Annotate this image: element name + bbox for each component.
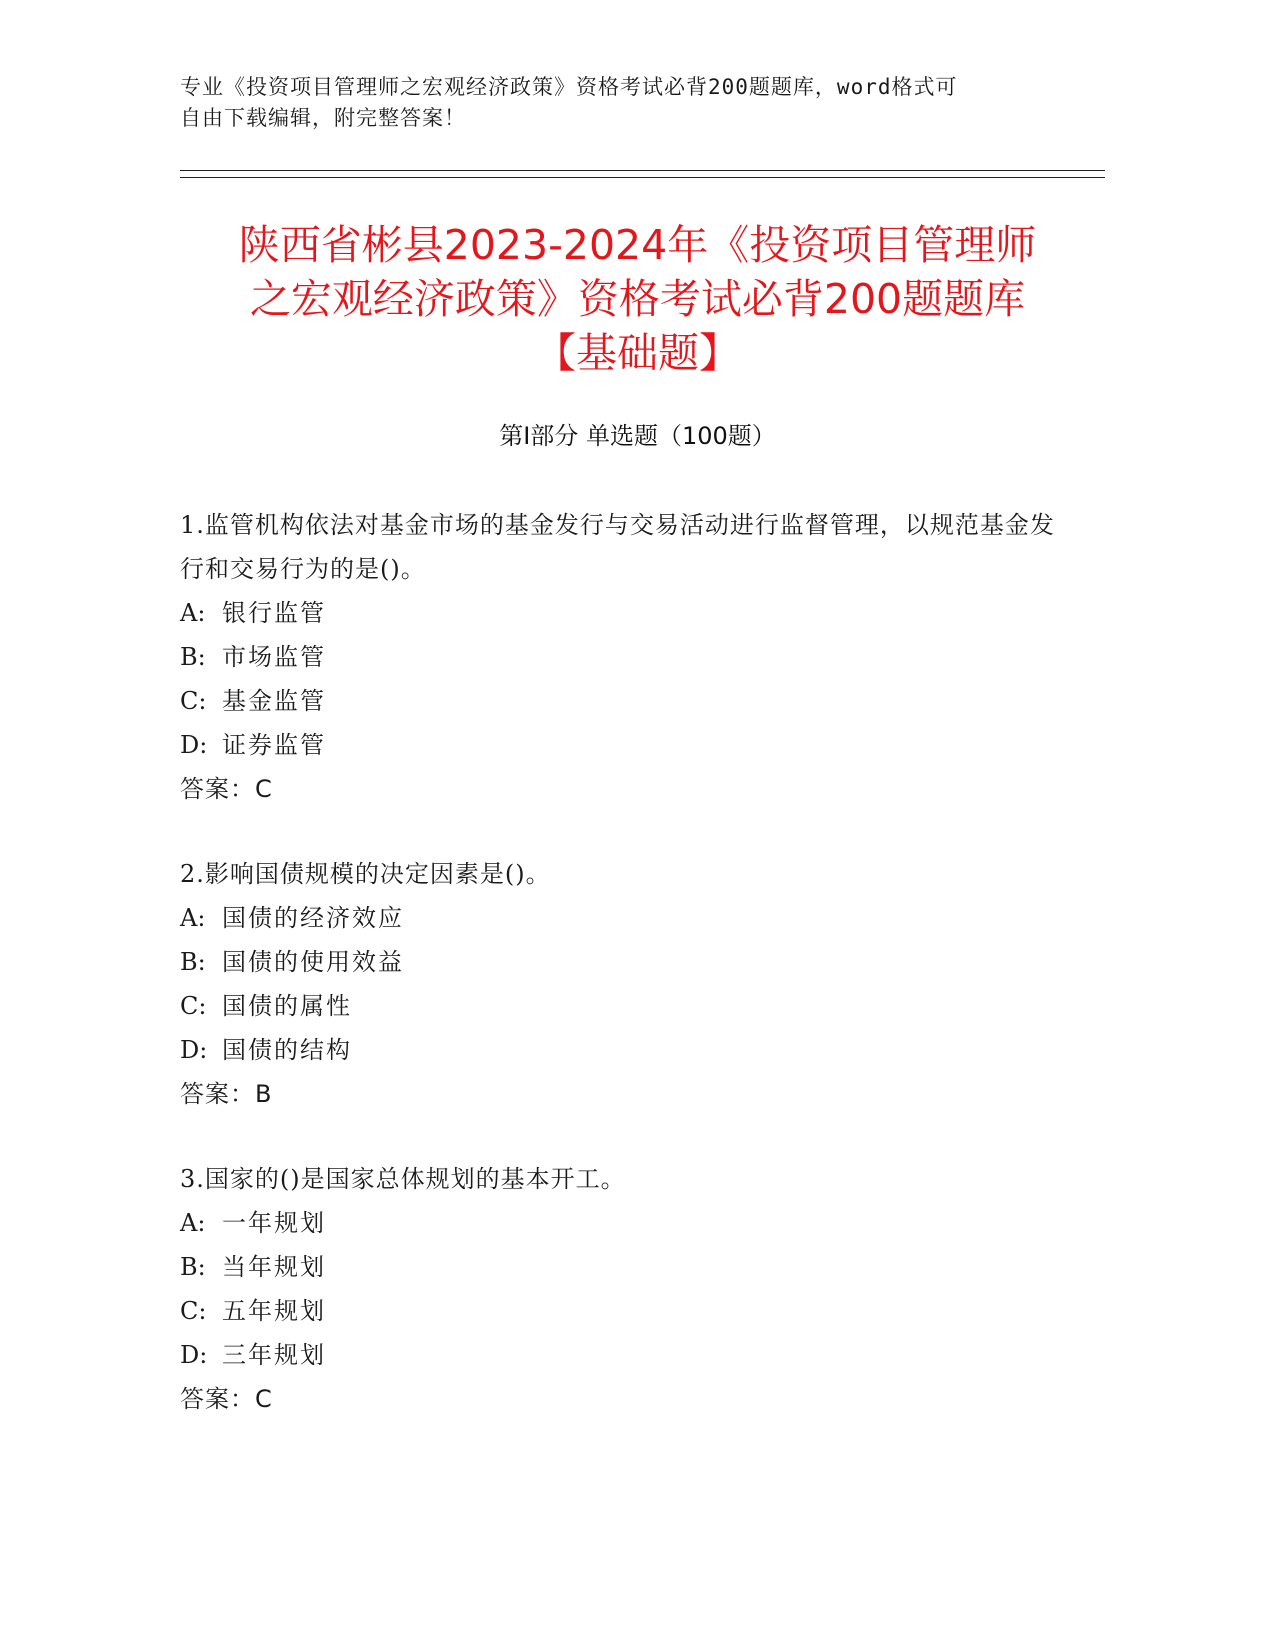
section-title: 第Ⅰ部分 单选题（100题）: [499, 422, 776, 450]
title-line3: 【基础题】: [535, 329, 740, 377]
title-line1: 陕西省彬县2023-2024年《投资项目管理师: [238, 221, 1037, 269]
header-note-line1: 专业《投资项目管理师之宏观经济政策》资格考试必背200题题库，word格式可: [180, 75, 958, 99]
header-divider-top: [180, 170, 1105, 171]
option-text: 五年规划: [222, 1297, 326, 1325]
option-b: [180, 940, 1060, 984]
option-text: 国债的结构: [222, 1036, 352, 1064]
option-d: [180, 1028, 1060, 1072]
question-block: [180, 1157, 1060, 1421]
option-c: [180, 679, 1060, 723]
option-key: D:: [180, 731, 208, 759]
question-block: [180, 852, 1060, 1116]
option-text: 当年规划: [222, 1253, 326, 1281]
option-a: [180, 1201, 1060, 1245]
option-key: D:: [180, 1036, 208, 1064]
document-title: [150, 218, 1125, 380]
answer-line: 答案：C: [180, 775, 273, 803]
option-key: D:: [180, 1341, 208, 1369]
option-key: A:: [180, 599, 206, 627]
option-key: B:: [180, 948, 206, 976]
option-text: 国债的属性: [222, 992, 352, 1020]
header-divider-bottom: [180, 177, 1105, 178]
option-key: C:: [180, 1297, 207, 1325]
option-key: A:: [180, 1209, 206, 1237]
option-key: C:: [180, 992, 207, 1020]
option-text: 证券监管: [222, 731, 326, 759]
question-stem: 2.影响国债规模的决定因素是()。: [180, 860, 551, 888]
question-block: [180, 503, 1060, 811]
option-text: 国债的使用效益: [222, 948, 404, 976]
option-d: [180, 723, 1060, 767]
option-text: 银行监管: [222, 599, 326, 627]
option-key: B:: [180, 643, 206, 671]
option-c: [180, 984, 1060, 1028]
answer-line: 答案：B: [180, 1080, 273, 1108]
option-a: [180, 896, 1060, 940]
option-b: [180, 1245, 1060, 1289]
option-c: [180, 1289, 1060, 1333]
option-key: A:: [180, 904, 206, 932]
option-text: 市场监管: [222, 643, 326, 671]
title-line2: 之宏观经济政策》资格考试必背200题题库: [249, 275, 1026, 323]
option-text: 国债的经济效应: [222, 904, 404, 932]
question-stem: 3.国家的()是国家总体规划的基本开工。: [180, 1165, 626, 1193]
option-text: 三年规划: [222, 1341, 326, 1369]
option-key: B:: [180, 1253, 206, 1281]
answer-line: 答案：C: [180, 1385, 273, 1413]
question-stem: 1.监管机构依法对基金市场的基金发行与交易活动进行监督管理，以规范基金发行和交易行为的是()。: [180, 511, 1055, 583]
option-text: 一年规划: [222, 1209, 326, 1237]
option-d: [180, 1333, 1060, 1377]
option-a: [180, 591, 1060, 635]
header-note: [180, 72, 1080, 134]
header-note-line2: 自由下载编辑，附完整答案！: [180, 106, 466, 130]
option-b: [180, 635, 1060, 679]
option-key: C:: [180, 687, 207, 715]
option-text: 基金监管: [222, 687, 326, 715]
